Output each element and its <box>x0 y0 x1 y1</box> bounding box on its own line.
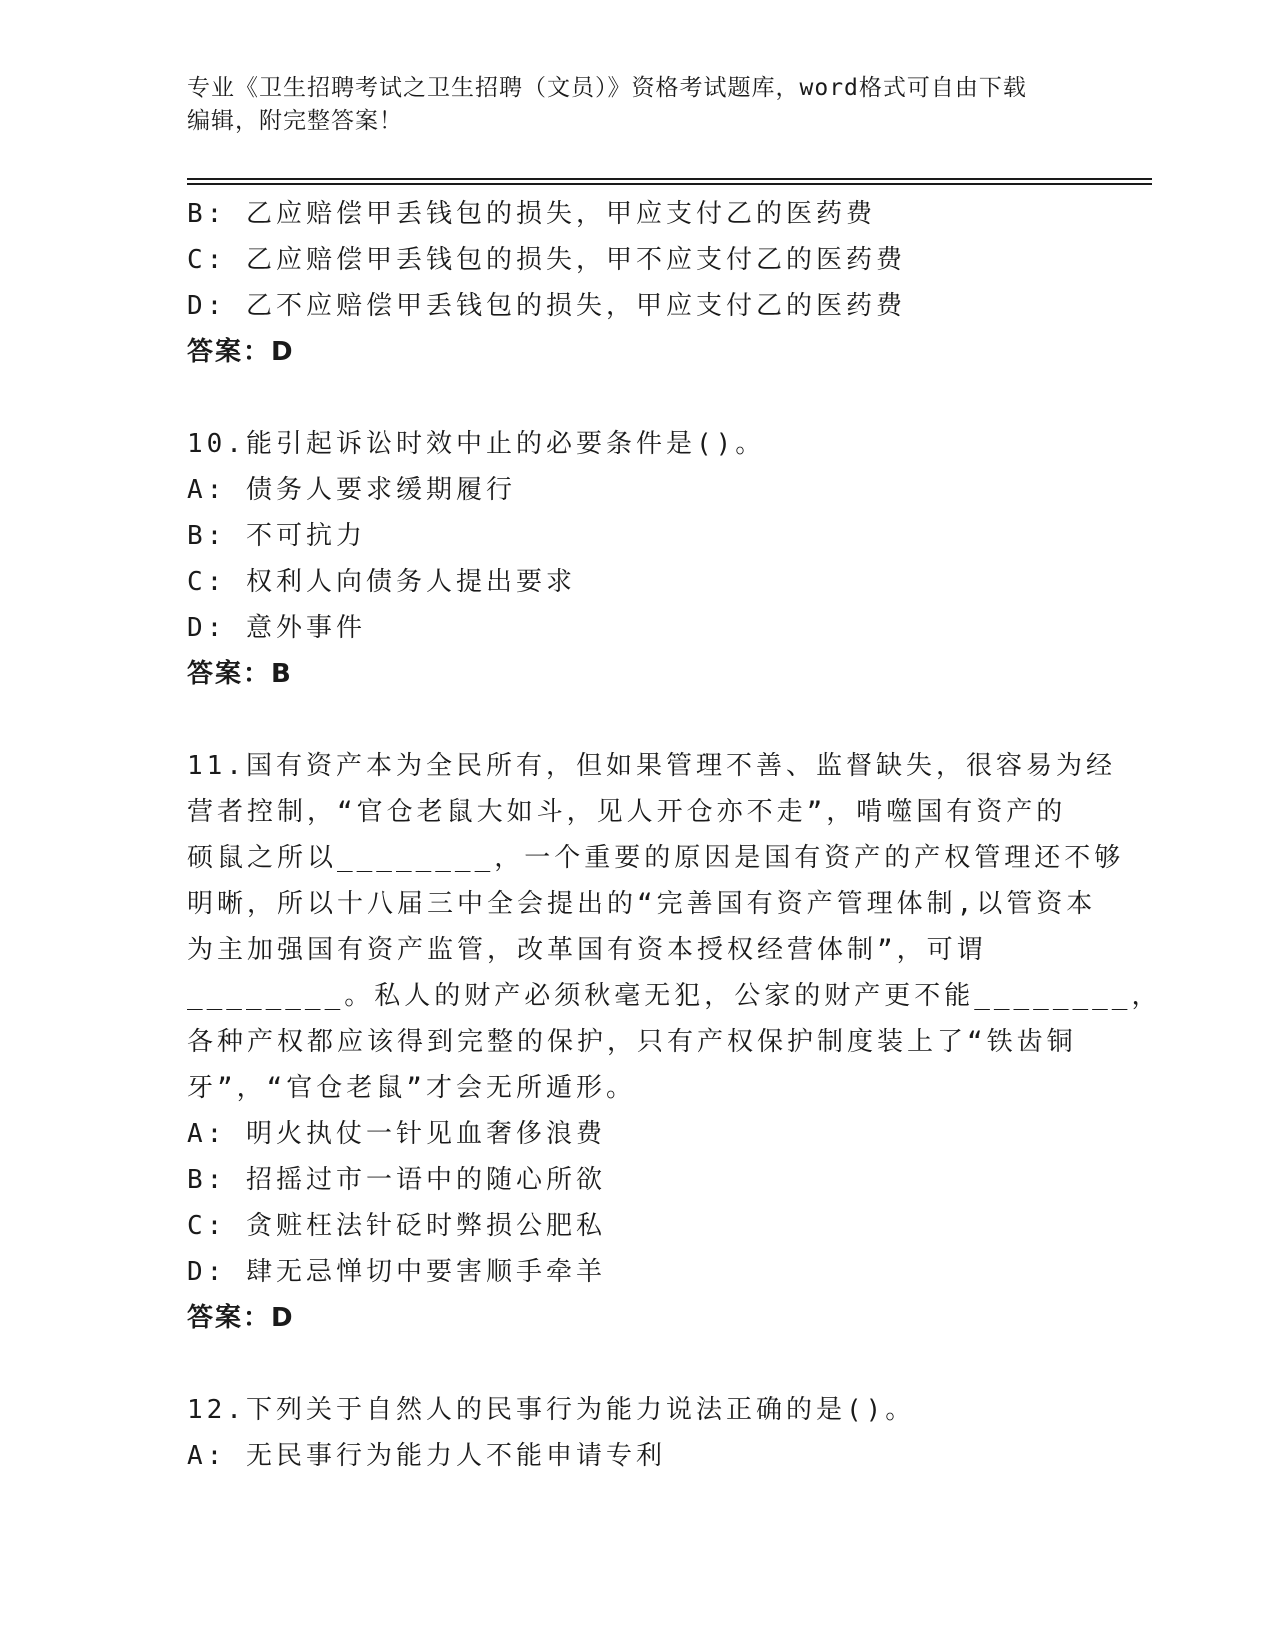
question-11-block <box>187 743 1162 1341</box>
q11-question-line: 各种产权都应该得到完整的保护，只有产权保护制度装上了“铁齿铜 <box>187 1027 1077 1057</box>
q11-option-d: D: 肆无忌惮切中要害顺手牵羊 <box>187 1257 606 1287</box>
header-line-1: 专业《卫生招聘考试之卫生招聘（文员）》资格考试题库，word格式可自由下载 <box>187 75 1027 101</box>
q11-question-line: 为主加强国有资产监管，改革国有资本授权经营体制”，可谓 <box>187 935 987 965</box>
q9-option-b: B: 乙应赔偿甲丢钱包的损失，甲应支付乙的医药费 <box>187 199 876 229</box>
q9-option-c: C: 乙应赔偿甲丢钱包的损失，甲不应支付乙的医药费 <box>187 245 906 275</box>
q12-question: 12.下列关于自然人的民事行为能力说法正确的是()。 <box>187 1395 916 1425</box>
spacer <box>187 375 1077 421</box>
spacer <box>187 697 1077 743</box>
document-header <box>187 72 1087 138</box>
q10-option-d: D: 意外事件 <box>187 613 366 643</box>
q10-question: 10.能引起诉讼时效中止的必要条件是()。 <box>187 429 766 459</box>
q11-question-line: ________。私人的财产必须秋毫无犯，公家的财产更不能________， <box>187 981 1162 1011</box>
header-divider-top <box>187 178 1152 180</box>
q11-option-c: C: 贪赃枉法针砭时弊损公肥私 <box>187 1211 606 1241</box>
q11-answer: 答案：D <box>187 1303 295 1333</box>
q10-option-b: B: 不可抗力 <box>187 521 366 551</box>
header-line-2: 编辑，附完整答案！ <box>187 108 403 134</box>
q11-question <box>187 743 1162 1111</box>
question-10-block <box>187 421 1077 697</box>
question-12-block <box>187 1387 1077 1479</box>
q10-option-c: C: 权利人向债务人提出要求 <box>187 567 576 597</box>
q12-option-a: A: 无民事行为能力人不能申请专利 <box>187 1441 666 1471</box>
q11-question-line: 硕鼠之所以________，一个重要的原因是国有资产的产权管理还不够 <box>187 843 1125 873</box>
q11-question-line: 营者控制，“官仓老鼠大如斗，见人开仓亦不走”，啃噬国有资产的 <box>187 797 1067 827</box>
q9-answer: 答案：D <box>187 337 295 367</box>
q11-option-a: A: 明火执仗一针见血奢侈浪费 <box>187 1119 606 1149</box>
spacer <box>187 1341 1077 1387</box>
header-divider-bottom <box>187 183 1152 185</box>
q9-option-d: D: 乙不应赔偿甲丢钱包的损失，甲应支付乙的医药费 <box>187 291 906 321</box>
q11-option-b: B: 招摇过市一语中的随心所欲 <box>187 1165 606 1195</box>
q10-answer: 答案：B <box>187 659 293 689</box>
q11-question-line: 11.国有资产本为全民所有，但如果管理不善、监督缺失，很容易为经 <box>187 751 1116 781</box>
question-9-block <box>187 191 1077 375</box>
q11-question-line: 明晰，所以十八届三中全会提出的“完善国有资产管理体制,以管资本 <box>187 889 1097 919</box>
q11-question-line: 牙”，“官仓老鼠”才会无所遁形。 <box>187 1073 636 1103</box>
document-body <box>187 191 1162 1479</box>
q10-option-a: A: 债务人要求缓期履行 <box>187 475 516 505</box>
